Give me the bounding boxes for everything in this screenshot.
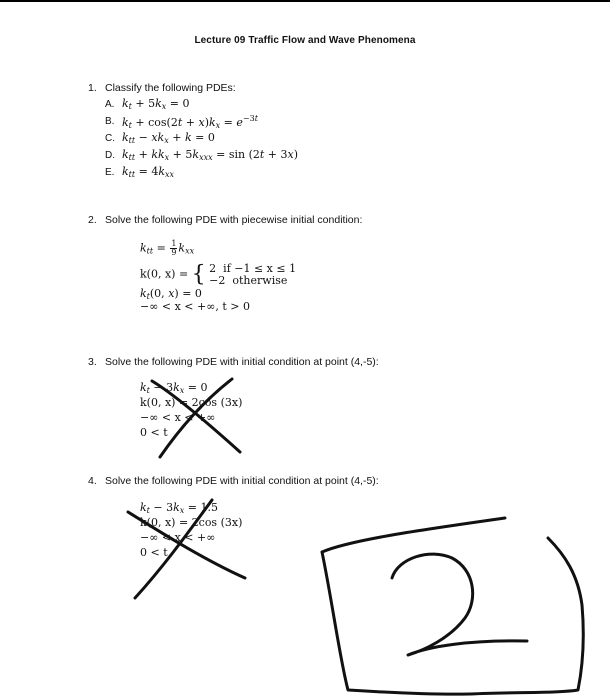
q3-pde: $k_t - 3k_x = 0$ xyxy=(140,381,208,395)
q1-prompt: Classify the following PDEs: xyxy=(105,82,236,94)
q3-domain-x: −∞ < x < +∞ xyxy=(140,411,216,424)
q1-item-d-equation: $k_{tt} + kk_x + 5k_{xxx} = \sin (2t + 3x)$ xyxy=(122,148,299,162)
q1-item-b-equation: $k_t + \cos(2t + x)k_x = e^{-3t}$ xyxy=(122,114,258,130)
q2-initial-condition xyxy=(140,262,296,287)
q3-domain-t: 0 < t xyxy=(140,426,168,439)
q2-case1-value: 2 xyxy=(209,261,217,275)
q1-item-c-label: C. xyxy=(105,133,115,144)
q1-item-a-label: A. xyxy=(105,99,115,110)
q2-case-brace: { xyxy=(191,262,206,287)
q4-domain-x: −∞ < x < +∞ xyxy=(140,531,216,544)
q4-prompt: Solve the following PDE with initial condition at point (4,-5): xyxy=(105,475,379,487)
q2-case2-value: −2 xyxy=(209,273,226,287)
q3-number: 3. xyxy=(88,356,97,368)
top-border-line xyxy=(0,0,610,2)
q1-item-b-label: B. xyxy=(105,116,115,127)
q2-wave-equation: $k_{tt}$ = $\frac{1}{9}$ $k_{xx}$ xyxy=(140,239,195,257)
q1-item-d-label: D. xyxy=(105,150,115,161)
q2-initial-velocity: $k_t(0$, x) = 0 xyxy=(140,287,202,301)
q1-number: 1. xyxy=(88,82,97,94)
q2-prompt: Solve the following PDE with piecewise initial condition: xyxy=(105,214,363,226)
q4-initial-condition: k(0, x) = 2cos (3x) xyxy=(140,516,243,529)
q4-number: 4. xyxy=(88,475,97,487)
page-title: Lecture 09 Traffic Flow and Wave Phenomena xyxy=(194,35,416,46)
q1-item-e-equation: $k_{tt} = 4k_{xx}$ xyxy=(122,165,175,179)
q4-pde: $k_t - 3k_x = 1.5$ xyxy=(140,501,219,515)
q1-item-c-equation: $k_{tt} - xk_x + k = 0$ xyxy=(122,131,215,145)
q3-initial-condition: k(0, x) = 2cos (3x) xyxy=(140,396,243,409)
q1-item-a-equation: $k_t + 5k_x = 0$ xyxy=(122,97,190,111)
q2-ic-lhs: k(0, x) = xyxy=(140,267,189,281)
q2-domain: −∞ < x < +∞, t > 0 xyxy=(140,300,251,313)
q2-case1-condition: if −1 ≤ x ≤ 1 xyxy=(223,261,297,275)
q4-domain-t: 0 < t xyxy=(140,546,168,559)
q2-cases xyxy=(209,263,296,287)
q2-case2-condition: otherwise xyxy=(232,273,288,287)
handwritten-box xyxy=(322,518,583,694)
q3-prompt: Solve the following PDE with initial condition at point (4,-5): xyxy=(105,356,379,368)
q1-item-e-label: E. xyxy=(105,167,115,178)
q2-number: 2. xyxy=(88,214,97,226)
handwritten-digit-two xyxy=(392,554,527,655)
